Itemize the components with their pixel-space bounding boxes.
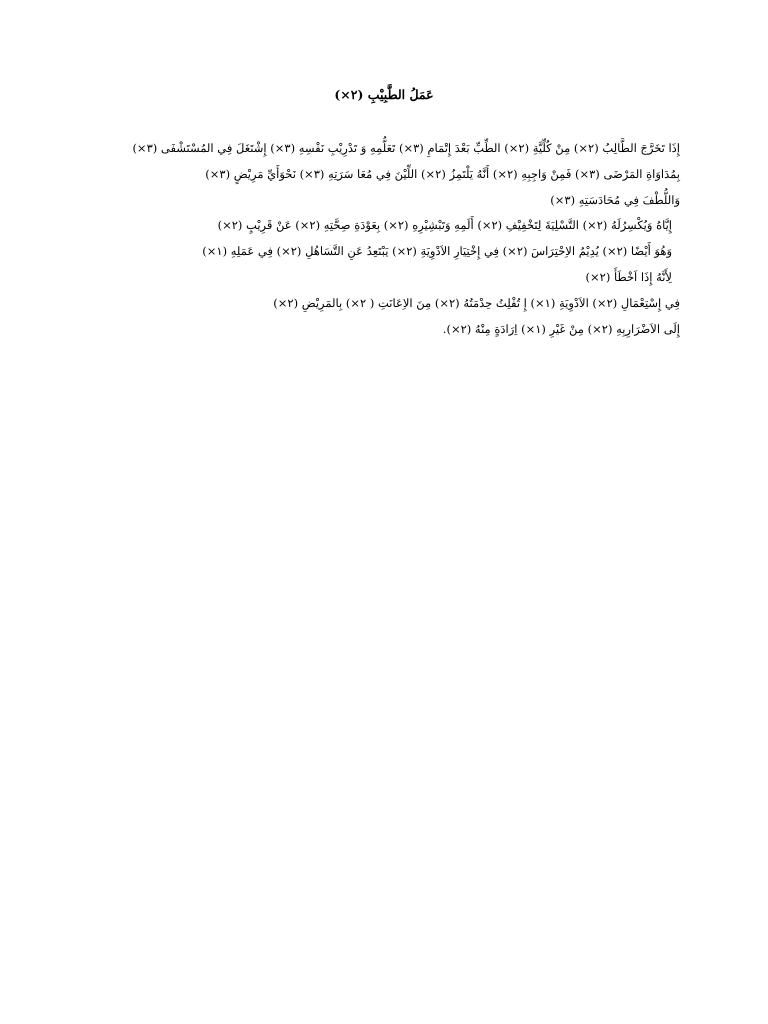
text-line-6: لِأَنَّهُ إِذَا اَخْطَأَ (٢×) <box>585 269 672 284</box>
text-line-1: إِذَا تَخَرَّجَ الطَّالِبُ (٢×) مِنْ كُلِّيَّةِ (٢×) الطِّبِّ بَعْدَ إِتْمَامِ (٣×) تَعَلُّمِهِ وَ تَدْرِيْبِ نَفْسِهِ (٣×) إِشْتَغَلَ فِي المُسْتَشْفَى (٣×) <box>132 141 680 155</box>
text-line-8: إِلَى الاَضْرَارِبِهِ (٢×) مِنْ غَيْرِ (١×) اِرَادَةٍ مِنْهُ (٢×). <box>442 321 680 336</box>
text-line-2: بِمُدَاوَاةِ المَرْضَى (٣×) فَمِنْ وَاجِبِهِ (٢×) أَنَّهُ يَلْتَمِزُ (٢×) اللِّيْنَ فِي مُعَا سَرَتِهِ (٣×) نَحْوَأَيِّ مَرِيْضٍ (٣×) <box>205 166 680 181</box>
text-line-4: إِيَّاهُ وَيُكْسِرُلَهُ (٢×) التَّسْلِيَةَ لِتَخْفِيْفِ (٢×) أَلَمِهِ وَتَبْشِيْرِهِ (٢×) بِعَوْدَةِ صِحَّتِهِ (٢×) عَنْ قَرِيْبٍ (٢×) <box>217 218 672 233</box>
text-line-3: وَاللُّطْفَ فِي مُحَادَسَتِهِ (٣×) <box>550 192 680 207</box>
text-line-5: وَهُوَ أَيْضًا (٢×) يُدِيْمُ الاِحْتِرَاسَ (٢×) فِي إِخْتِيَارِ الاَدْوِيَةِ (٢×) يَبْتَعِدُ عَنِ التَّسَاهُلِ (٢×) فِي عَمَلِهِ (١×) <box>202 244 672 259</box>
page-title: عَمَلُ الطَّبِيْبِ (٢×) <box>334 87 434 102</box>
text-line-7: فِي إِسْتِعْمَالِ (٢×) الاَدْوِيَةِ (١×) إِ تُفْلِتُ حِدْمَتُهُ (٢×) مِنَ الاِعَانَتِ ( ٢×) بِالمَرِيْضِ (٢×) <box>273 295 680 310</box>
body-text <box>120 136 680 342</box>
